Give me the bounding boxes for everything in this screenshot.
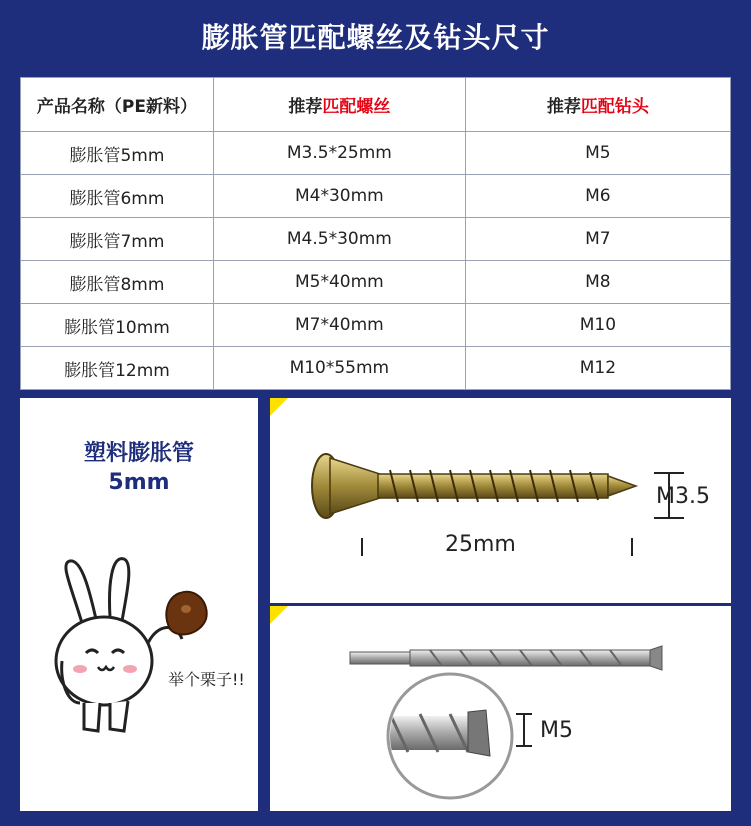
cell-bit: M12 (465, 347, 730, 390)
bunny-illustration (40, 553, 250, 733)
cell-name: 膨胀管5mm (21, 132, 214, 175)
product-name-label: 塑料膨胀管 (83, 441, 194, 466)
cell-screw: M4*30mm (213, 175, 465, 218)
cell-screw: M10*55mm (213, 347, 465, 390)
cell-bit: M8 (465, 261, 730, 304)
cell-bit: M5 (465, 132, 730, 175)
header-bit (465, 78, 730, 132)
size-table (20, 77, 731, 390)
cell-bit: M7 (465, 218, 730, 261)
bunny-caption: 举个栗子!! (168, 670, 245, 689)
header-screw-prefix: 推荐 (288, 97, 323, 117)
table-header-row (21, 78, 731, 132)
page-title: 膨胀管匹配螺丝及钻头尺寸 (201, 21, 550, 54)
cell-screw: M3.5*25mm (213, 132, 465, 175)
bit-diameter-label: M5 (540, 718, 573, 743)
screw-length-label: 25mm (445, 532, 516, 557)
drill-bit-panel (270, 606, 731, 811)
table-row (21, 175, 731, 218)
screw-diameter-label: M3.5 (656, 484, 710, 509)
header-bit-red: 匹配钻头 (580, 97, 649, 117)
table-row (21, 261, 731, 304)
table-row (21, 347, 731, 390)
cell-name: 膨胀管8mm (21, 261, 214, 304)
screw-panel (270, 398, 731, 603)
table-row (21, 304, 731, 347)
cell-screw: M5*40mm (213, 261, 465, 304)
header-screw (213, 78, 465, 132)
header-product-name: 产品名称（PE新料） (21, 78, 214, 132)
header-screw-red: 匹配螺丝 (322, 97, 391, 117)
cell-name: 膨胀管12mm (21, 347, 214, 390)
cell-screw: M7*40mm (213, 304, 465, 347)
header-bit-prefix: 推荐 (546, 97, 581, 117)
cell-bit: M6 (465, 175, 730, 218)
product-size-label: 5mm (108, 470, 170, 495)
table-row (21, 218, 731, 261)
cell-screw: M4.5*30mm (213, 218, 465, 261)
cell-name: 膨胀管10mm (21, 304, 214, 347)
drill-bit-image (270, 606, 731, 811)
product-panel (20, 398, 258, 811)
cell-name: 膨胀管7mm (21, 218, 214, 261)
cell-bit: M10 (465, 304, 730, 347)
cell-name: 膨胀管6mm (21, 175, 214, 218)
table-row (21, 132, 731, 175)
